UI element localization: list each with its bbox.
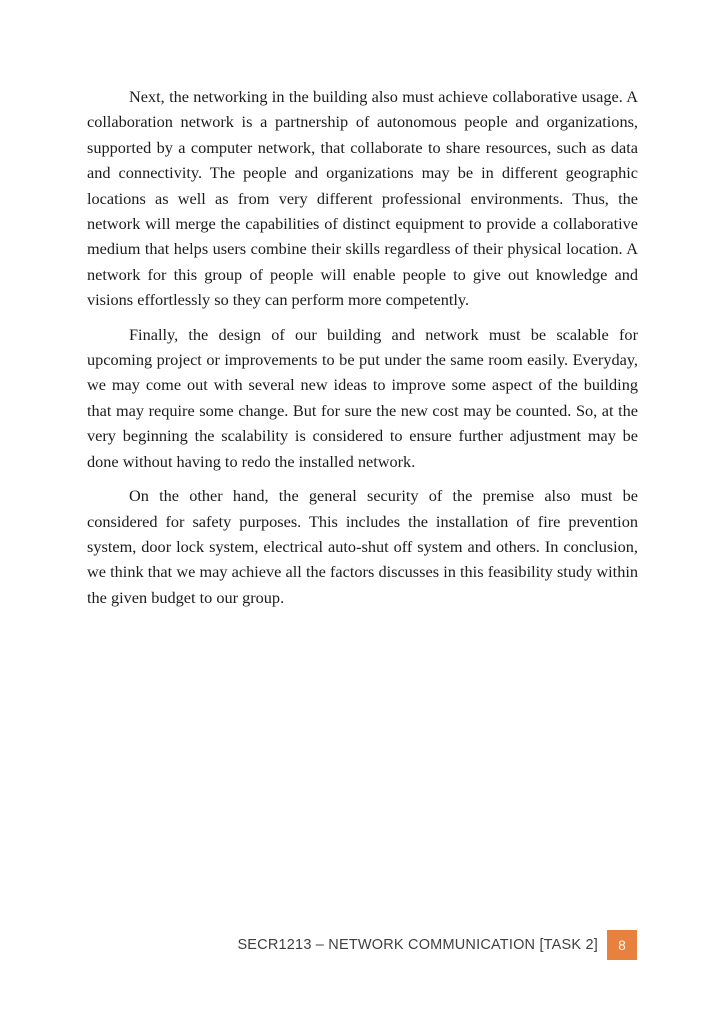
paragraph-scalability: Finally, the design of our building and network must be scalable for upcoming project or improvements to be put under the same room easily. Everyday, we may come out with several new ideas to improve some aspect of the building that may require some change. But for sure the new cost may be counted. So, at the very beginning the scalability is considered to ensure further adjustment may be done without having to redo the installed network. [87, 324, 638, 471]
page-footer [237, 930, 637, 960]
footer-course-title: SECR1213 – NETWORK COMMUNICATION [TASK 2] [237, 937, 598, 953]
document-body [87, 84, 638, 619]
page-number: 8 [618, 937, 626, 953]
page-number-box [607, 930, 637, 960]
paragraph-security-conclusion: On the other hand, the general security of the premise also must be considered for safety purposes. This includes the installation of fire prevention system, door lock system, electrical auto-shut off system and others. In conclusion, we think that we may achieve all the factors discusses in this feasibility study within the given budget to our group. [87, 486, 638, 607]
paragraph-collaborative-usage: Next, the networking in the building also must achieve collaborative usage. A collaboration network is a partnership of autonomous people and organizations, supported by a computer network, that collaborate to share resources, such as data and connectivity. The people and organizations may be in different geographic locations as well as from very different professional environments. Thus, the network will merge the capabilities of distinct equipment to provide a collaborative medium that helps users combine their skills regardless of their physical location. A network for this group of people will enable people to give out knowledge and visions effortlessly so they can perform more competently. [87, 87, 638, 310]
